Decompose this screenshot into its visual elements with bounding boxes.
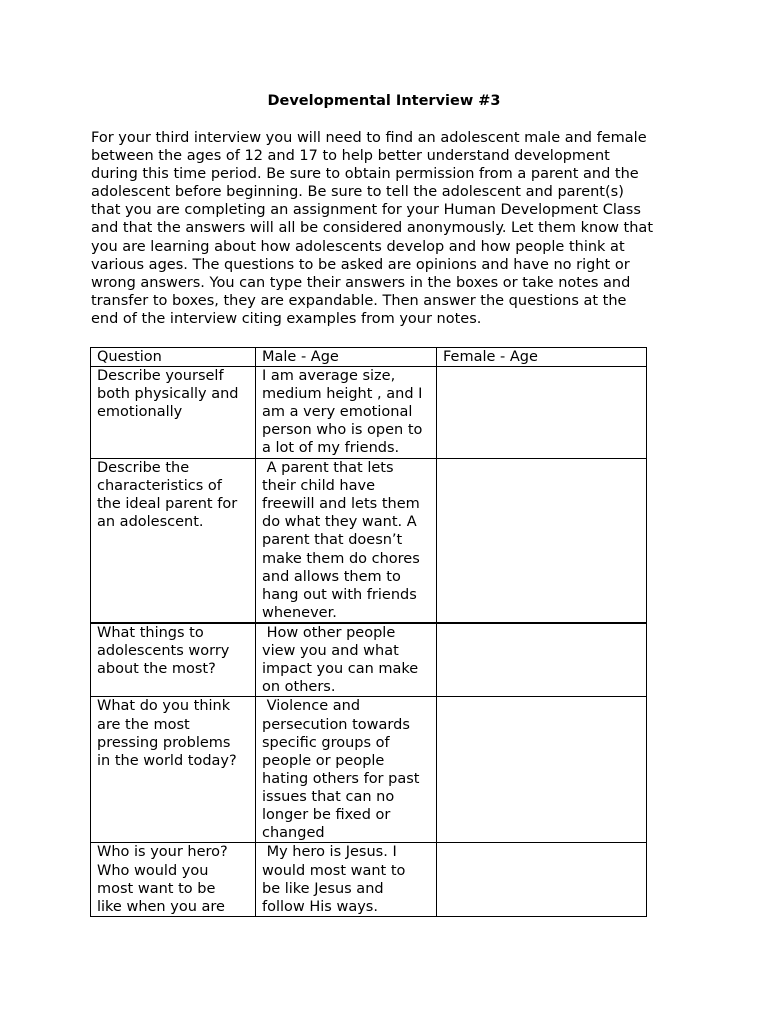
- table-row: [91, 843, 647, 916]
- question-text: about the most?: [97, 661, 216, 678]
- intro-line: between the ages of 12 and 17 to help better understand development: [91, 148, 610, 165]
- table-header-row: [91, 348, 647, 367]
- male-answer-cell[interactable]: [256, 459, 437, 623]
- intro-line: and that the answers will all be considered anonymously. Let them know that: [91, 220, 654, 237]
- answer-text: impact you can make: [262, 661, 419, 678]
- intro-line: wrong answers. You can type their answers in the boxes or take notes and: [91, 274, 631, 291]
- question-text: Who would you: [97, 862, 209, 879]
- answer-text: and allows them to: [262, 568, 401, 585]
- intro-line: adolescent before beginning. Be sure to tell the adolescent and parent(s): [91, 184, 624, 201]
- question-text: characteristics of: [97, 478, 222, 495]
- intro-line: that you are completing an assignment for your Human Development Class: [91, 202, 641, 219]
- answer-text: A parent that lets: [262, 460, 394, 477]
- answer-text: do what they want. A: [262, 514, 417, 531]
- question-text: both physically and: [97, 386, 239, 403]
- header-question-label: Question: [97, 349, 162, 365]
- question-text: in the world today?: [97, 752, 237, 769]
- answer-text: people or people: [262, 752, 385, 769]
- answer-text: changed: [262, 825, 325, 842]
- question-text: are the most: [97, 716, 190, 733]
- intro-paragraph: [91, 129, 691, 328]
- answer-text: whenever.: [262, 604, 337, 621]
- intro-line: For your third interview you will need to find an adolescent male and female: [91, 130, 647, 146]
- question-cell: [91, 367, 256, 459]
- answer-text: How other people: [262, 624, 396, 641]
- table-row: [91, 367, 647, 459]
- answer-text: follow His ways.: [262, 898, 378, 915]
- intro-line: end of the interview citing examples from your notes.: [91, 310, 482, 327]
- question-text: What things to: [97, 624, 204, 641]
- answer-text: would most want to: [262, 862, 406, 879]
- answer-text: am a very emotional: [262, 404, 413, 421]
- question-cell: [91, 459, 256, 623]
- header-female: [437, 348, 647, 367]
- female-answer-cell[interactable]: [437, 623, 647, 697]
- answer-text: make them do chores: [262, 550, 420, 567]
- female-answer-cell[interactable]: [437, 459, 647, 623]
- answer-text: My hero is Jesus. I: [262, 844, 397, 861]
- interview-table: [90, 347, 647, 917]
- answer-text: hating others for past: [262, 770, 420, 787]
- question-text: most want to be: [97, 880, 216, 897]
- question-text: pressing problems: [97, 734, 231, 751]
- intro-line: during this time period. Be sure to obtain permission from a parent and the: [91, 166, 639, 183]
- table-row: [91, 459, 647, 623]
- header-male: [256, 348, 437, 367]
- answer-text: view you and what: [262, 643, 399, 660]
- question-text: Who is your hero?: [97, 844, 228, 861]
- answer-text: person who is open to: [262, 422, 423, 439]
- intro-line: various ages. The questions to be asked are opinions and have no right or: [91, 256, 630, 273]
- question-text: emotionally: [97, 404, 183, 421]
- answer-text: parent that doesn’t: [262, 532, 403, 549]
- answer-text: persecution towards: [262, 716, 410, 733]
- answer-text: hang out with friends: [262, 586, 417, 603]
- answer-text: specific groups of: [262, 734, 390, 751]
- page-title: Developmental Interview #3: [267, 93, 501, 109]
- question-cell: [91, 843, 256, 916]
- answer-text: be like Jesus and: [262, 880, 384, 897]
- question-text: What do you think: [97, 698, 231, 715]
- answer-text: issues that can no: [262, 788, 395, 805]
- question-cell: [91, 623, 256, 697]
- header-female-label: Female - Age: [443, 349, 538, 365]
- answer-text: I am average size,: [262, 368, 396, 385]
- answer-text: freewill and lets them: [262, 496, 420, 513]
- answer-text: a lot of my friends.: [262, 440, 400, 457]
- female-answer-cell[interactable]: [437, 367, 647, 459]
- male-answer-cell[interactable]: [256, 367, 437, 459]
- answer-text: longer be fixed or: [262, 807, 391, 823]
- question-text: the ideal parent for: [97, 496, 238, 513]
- question-text: like when you are: [97, 898, 225, 915]
- question-text: an adolescent.: [97, 514, 204, 531]
- female-answer-cell[interactable]: [437, 697, 647, 843]
- table-row: [91, 697, 647, 843]
- question-cell: [91, 697, 256, 843]
- male-answer-cell[interactable]: [256, 623, 437, 697]
- intro-line: transfer to boxes, they are expandable. Then answer the questions at the: [91, 292, 627, 309]
- header-male-label: Male - Age: [262, 349, 339, 365]
- question-text: Describe the: [97, 460, 190, 477]
- answer-text: medium height , and I: [262, 386, 423, 403]
- answer-text: on others.: [262, 679, 336, 696]
- male-answer-cell[interactable]: [256, 697, 437, 843]
- header-question: [91, 348, 256, 367]
- answer-text: Violence and: [262, 698, 361, 715]
- answer-text: their child have: [262, 478, 376, 495]
- question-text: Describe yourself: [97, 368, 224, 385]
- male-answer-cell[interactable]: [256, 843, 437, 916]
- intro-line: you are learning about how adolescents develop and how people think at: [91, 238, 625, 255]
- question-text: adolescents worry: [97, 643, 230, 660]
- female-answer-cell[interactable]: [437, 843, 647, 916]
- table-row: [91, 623, 647, 697]
